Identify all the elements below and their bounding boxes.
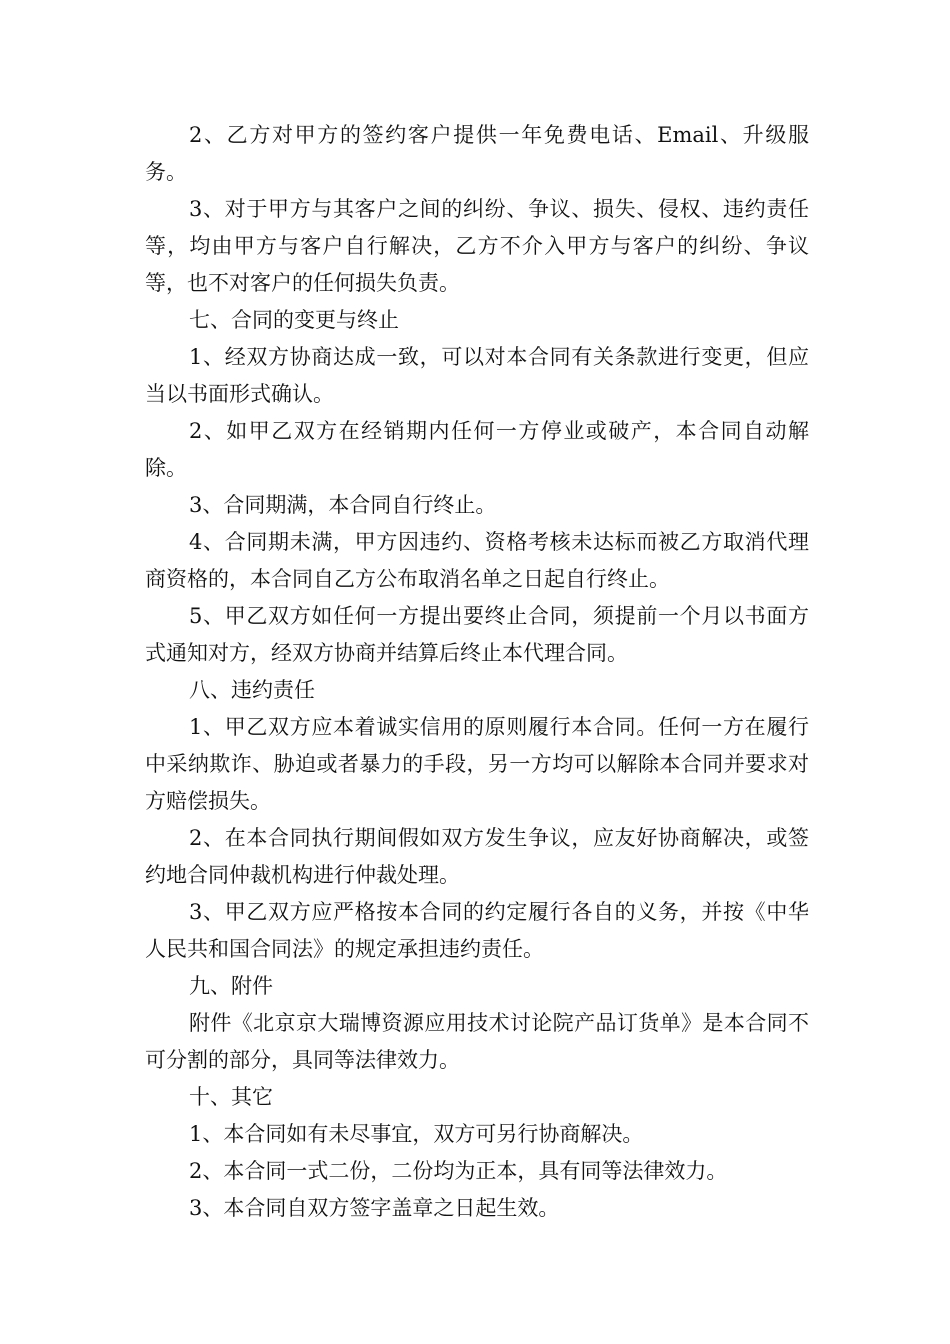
paragraph-liability-clause-1: 1、甲乙双方应本着诚实信用的原则履行本合同。任何一方在履行中采纳欺诈、胁迫或者暴力的手段，另一方均可以解除本合同并要求对方赔偿损失。	[145, 715, 809, 813]
paragraph-change-clause-3: 3、合同期满，本合同自行终止。	[189, 493, 497, 517]
section-heading-attachment: 九、附件	[189, 974, 273, 998]
paragraph-liability-clause-3: 3、甲乙双方应严格按本合同的约定履行各自的义务，并按《中华人民共和国合同法》的规定承担违约责任。	[145, 900, 809, 961]
section-heading-change-termination: 七、合同的变更与终止	[189, 308, 399, 332]
section-heading-liability: 八、违约责任	[189, 678, 315, 702]
paragraph-other-clause-3: 3、本合同自双方签字盖章之日起生效。	[189, 1196, 560, 1220]
paragraph-dispute-clause: 3、对于甲方与其客户之间的纠纷、争议、损失、侵权、违约责任等，均由甲方与客户自行解决，乙方不介入甲方与客户的纠纷、争议等，也不对客户的任何损失负责。	[145, 197, 809, 295]
paragraph-change-clause-4: 4、合同期未满，甲方因违约、资格考核未达标而被乙方取消代理商资格的，本合同自乙方公布取消名单之日起自行终止。	[145, 530, 809, 591]
document-body	[145, 117, 809, 1227]
section-heading-other: 十、其它	[189, 1085, 273, 1109]
paragraph-change-clause-5: 5、甲乙双方如任何一方提出要终止合同，须提前一个月以书面方式通知对方，经双方协商并结算后终止本代理合同。	[145, 604, 809, 665]
paragraph-change-clause-2: 2、如甲乙双方在经销期内任何一方停业或破产，本合同自动解除。	[145, 419, 809, 480]
paragraph-liability-clause-2: 2、在本合同执行期间假如双方发生争议，应友好协商解决，或签约地合同仲裁机构进行仲裁处理。	[145, 826, 809, 887]
paragraph-change-clause-1: 1、经双方协商达成一致，可以对本合同有关条款进行变更，但应当以书面形式确认。	[145, 345, 809, 406]
paragraph-attachment-clause: 附件《北京京大瑞博资源应用技术讨论院产品订货单》是本合同不可分割的部分，具同等法律效力。	[145, 1011, 809, 1072]
paragraph-other-clause-1: 1、本合同如有未尽事宜，双方可另行协商解决。	[189, 1122, 644, 1146]
paragraph-other-clause-2: 2、本合同一式二份，二份均为正本，具有同等法律效力。	[189, 1159, 728, 1183]
paragraph-service-clause: 2、乙方对甲方的签约客户提供一年免费电话、Email、升级服务。	[145, 123, 809, 184]
